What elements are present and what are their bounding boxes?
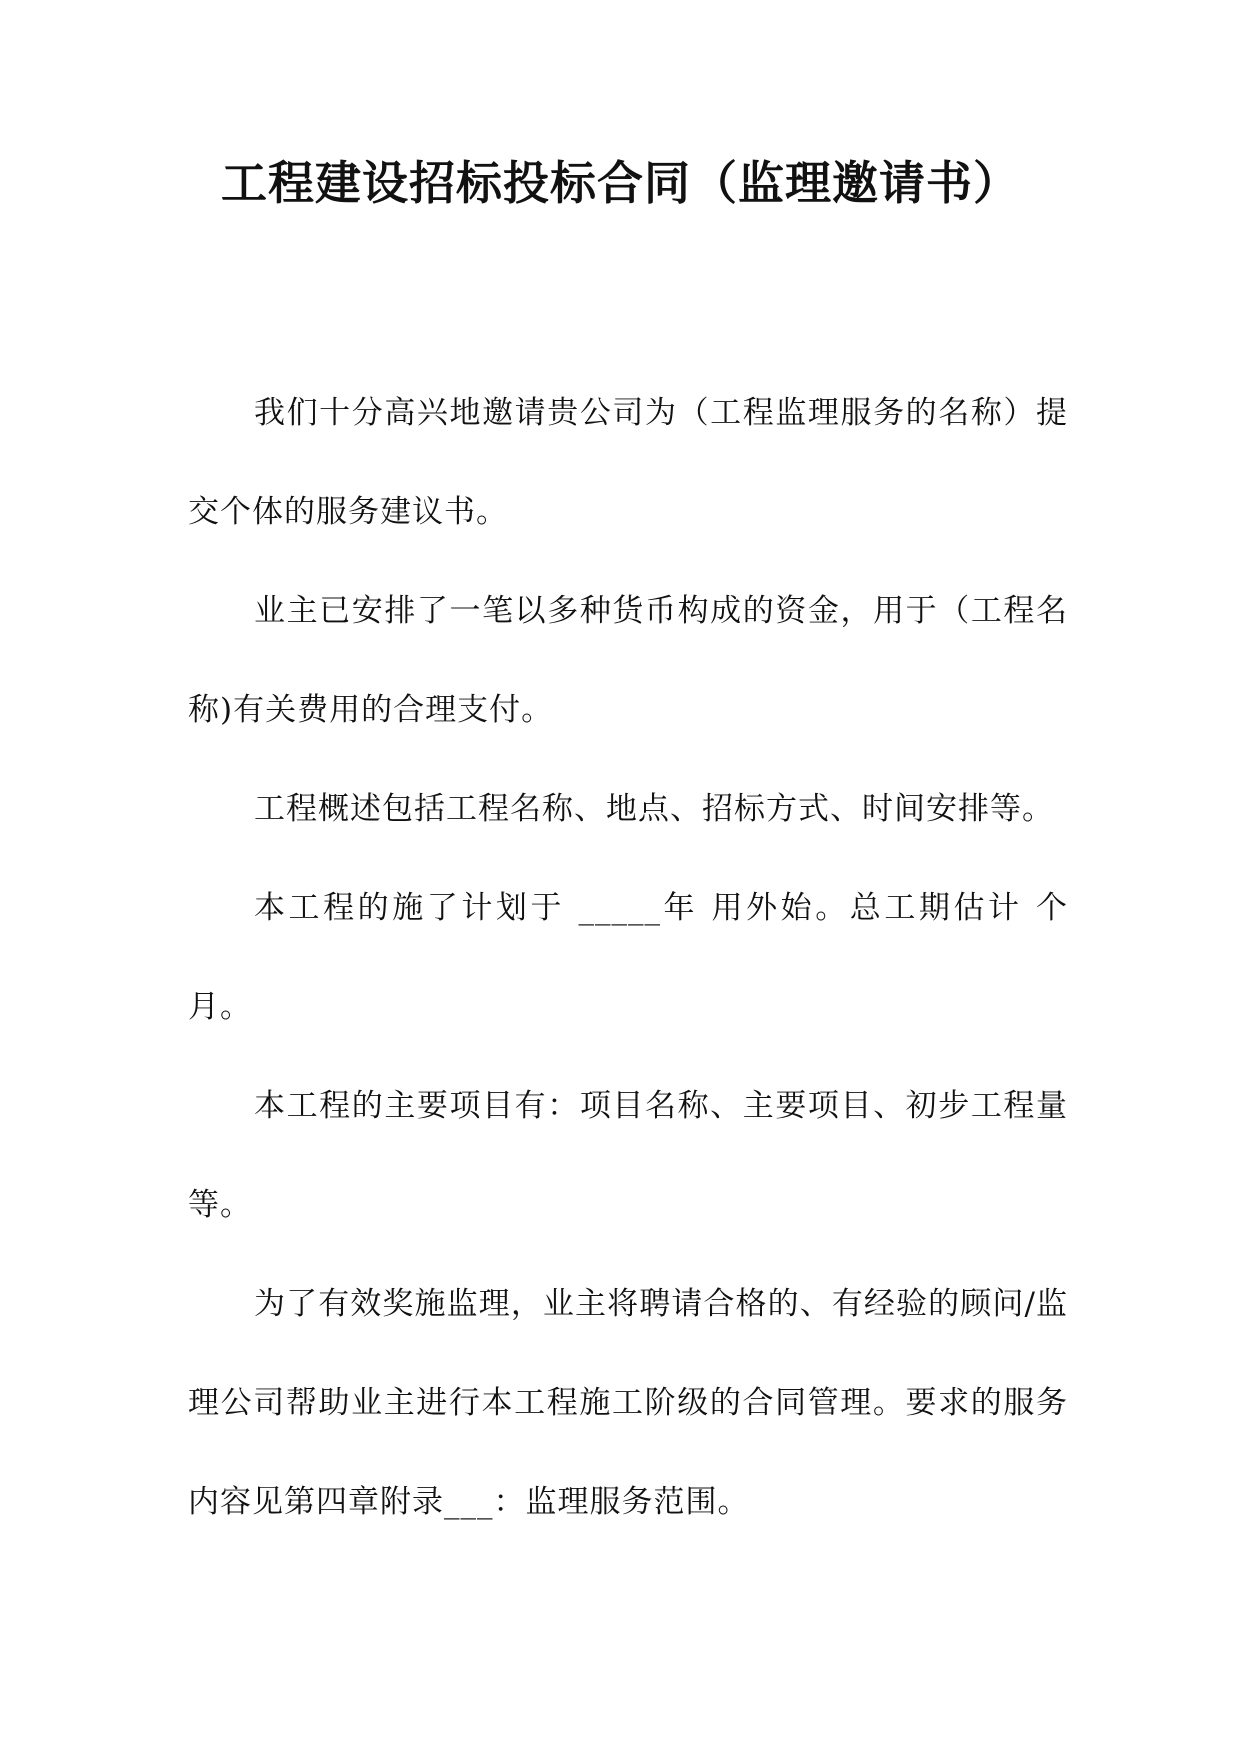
- paragraph-schedule: 本工程的施了计划于 _____年 用外始。总工期估计 个月。: [188, 890, 1068, 1025]
- paragraph-funding: 业主已安排了一笔以多种货币构成的资金，用于（工程名称)有关费用的合理支付。: [188, 593, 1068, 728]
- document-body: [188, 364, 1068, 1552]
- document-title: 工程建设招标投标合同（监理邀请书）: [221, 156, 1020, 210]
- paragraph-overview: 工程概述包括工程名称、地点、招标方式、时间安排等。: [254, 791, 1054, 827]
- paragraph-invitation: 我们十分高兴地邀请贵公司为（工程监理服务的名称）提交个体的服务建议书。: [188, 395, 1068, 530]
- paragraph-main-items: 本工程的主要项目有：项目名称、主要项目、初步工程量等。: [188, 1088, 1068, 1223]
- paragraph-supervision: 为了有效奖施监理，业主将聘请合格的、有经验的顾问/监理公司帮助业主进行本工程施工阶级的合同管理。要求的服务内容见第四章附录___：监理服务范围。: [188, 1286, 1068, 1520]
